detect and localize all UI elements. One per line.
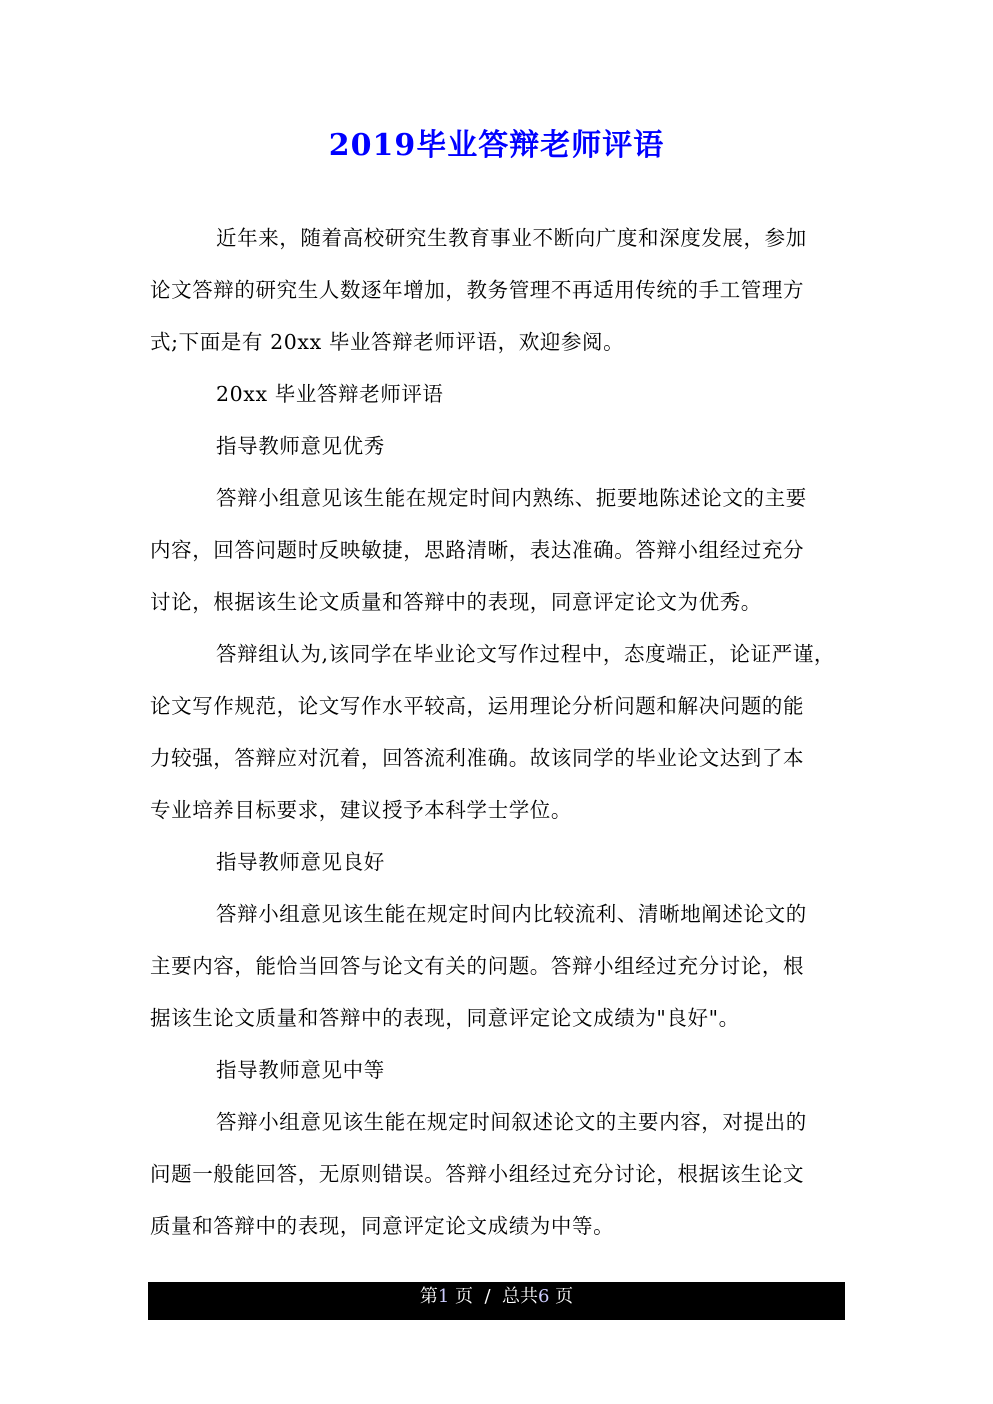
current-page-number: 1	[437, 1286, 450, 1307]
paragraph-line: 主要内容，能恰当回答与论文有关的问题。答辩小组经过充分讨论，根	[150, 954, 805, 978]
paragraph-line: 力较强，答辩应对沉着，回答流利准确。故该同学的毕业论文达到了本	[150, 746, 805, 770]
section-heading: 指导教师意见中等	[216, 1058, 385, 1082]
page-label-middle: 页 / 总共	[449, 1286, 538, 1307]
paragraph-line: 专业培养目标要求，建议授予本科学士学位。	[150, 798, 572, 822]
document-title: 2019毕业答辩老师评语	[328, 128, 665, 163]
total-pages-number: 6	[537, 1286, 550, 1307]
paragraph-line: 答辩小组意见该生能在规定时间内熟练、扼要地陈述论文的主要	[216, 486, 807, 510]
section-heading: 指导教师意见良好	[216, 850, 385, 874]
paragraph-line: 内容，回答问题时反映敏捷，思路清晰，表达准确。答辩小组经过充分	[150, 538, 805, 562]
section-heading: 指导教师意见优秀	[216, 434, 385, 458]
paragraph-line: 近年来，随着高校研究生教育事业不断向广度和深度发展，参加	[216, 226, 807, 250]
paragraph-line: 论文答辩的研究生人数逐年增加，教务管理不再适用传统的手工管理方	[150, 278, 805, 302]
page-label-prefix: 第	[419, 1286, 438, 1307]
paragraph-line: 答辩小组意见该生能在规定时间内比较流利、清晰地阐述论文的	[216, 902, 807, 926]
paragraph-line: 论文写作规范，论文写作水平较高，运用理论分析问题和解决问题的能	[150, 694, 805, 718]
paragraph-line: 答辩小组意见该生能在规定时间叙述论文的主要内容，对提出的	[216, 1110, 807, 1134]
paragraph-line: 讨论，根据该生论文质量和答辩中的表现，同意评定论文为优秀。	[150, 590, 762, 614]
page-footer-bar	[148, 1282, 845, 1320]
page-label-suffix: 页	[549, 1286, 574, 1307]
paragraph-line: 质量和答辩中的表现，同意评定论文成绩为中等。	[150, 1214, 615, 1238]
section-heading: 20xx 毕业答辩老师评语	[216, 382, 444, 406]
paragraph-line: 答辩组认为,该同学在毕业论文写作过程中，态度端正，论证严谨，	[216, 642, 836, 666]
page-indicator	[148, 1284, 845, 1310]
paragraph-line: 问题一般能回答，无原则错误。答辩小组经过充分讨论，根据该生论文	[150, 1162, 805, 1186]
paragraph-line: 据该生论文质量和答辩中的表现，同意评定论文成绩为"良好"。	[150, 1006, 740, 1030]
paragraph-line: 式;下面是有 20xx 毕业答辩老师评语，欢迎参阅。	[150, 330, 625, 354]
